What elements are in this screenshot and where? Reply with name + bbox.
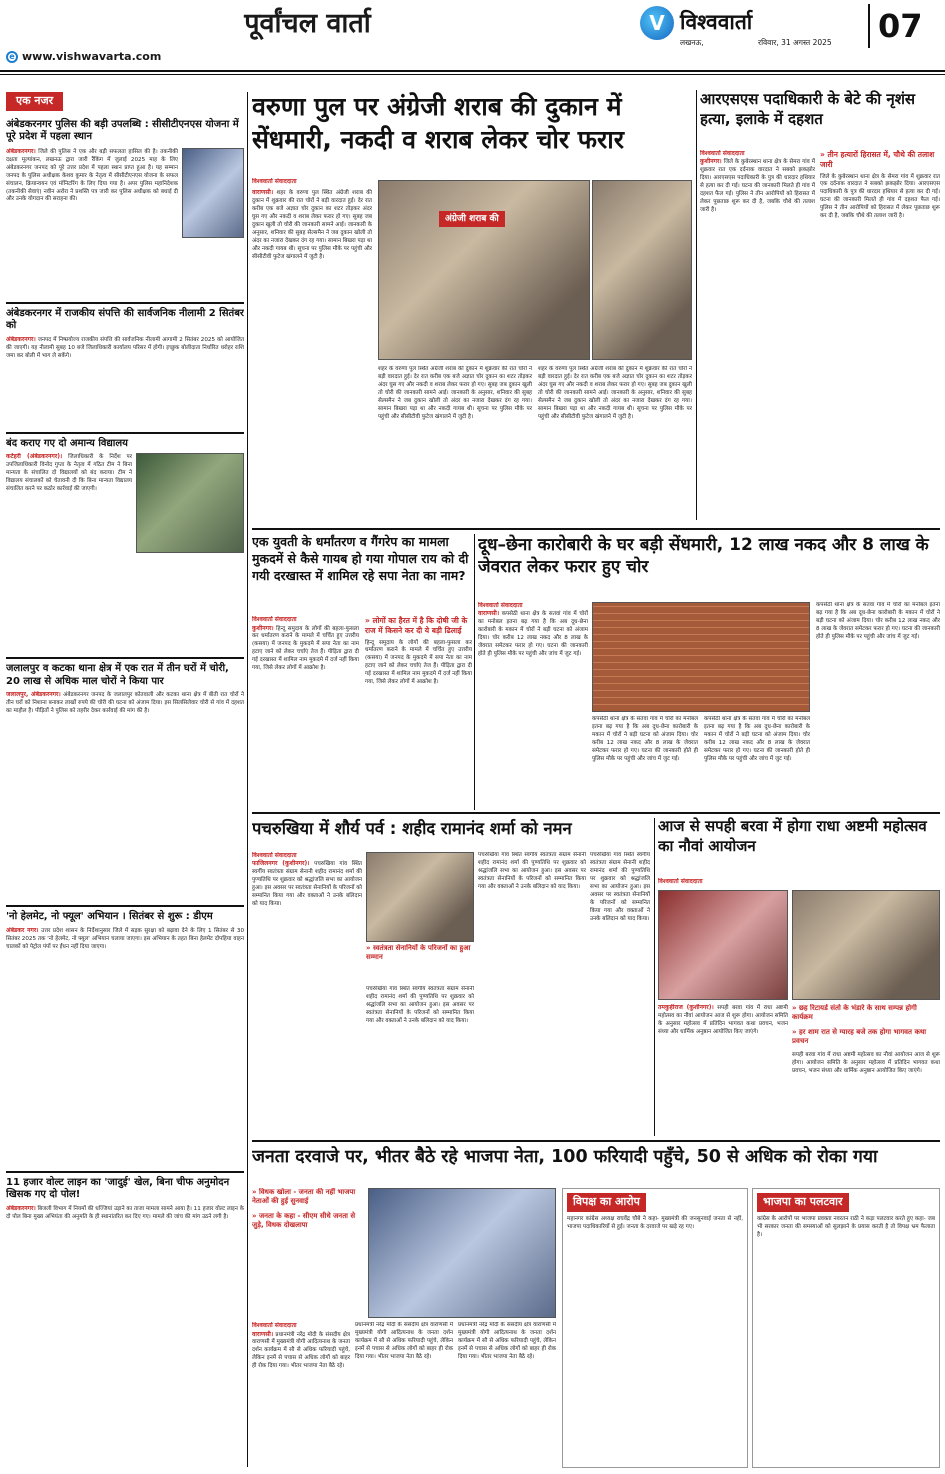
rss-col1 (700, 150, 815, 520)
pachrukhiya-photo (366, 852, 474, 942)
left-story-4-body: जलालपुर, अंबेडकरनगर। अंबेडकरनगर जनपद के जलालपुर कोतवाली और कटका थाना क्षेत्र में बीती रात चोरों ने तीन घरों को निशाना बनाकर लाखों रुपये की चोरी की घटना को अंजाम दिया। इस सिलसिलेवार चोरी से गांव में दहशत का माहौल है। पीड़ितों ने पुलिस को तहरीर देकर कार्रवाई की मांग की है। (6, 691, 244, 715)
rss-headline: आरएसएस पदाधिकारी के बेटे की नृशंस हत्या, इलाके में दहशत (700, 90, 916, 128)
opposition-box-title: विपक्ष का आरोप (567, 1193, 646, 1212)
bjp-box (752, 1188, 940, 1468)
left-story-6 (6, 1177, 244, 1375)
pachrukhiya-body: फाजिलनगर (कुशीनगर)। पचरुखिया गांव स्थित स्वर्गीय स्वतंत्रता संग्राम सेनानी शहीद रामानंद शर्मा की पुण्यतिथि पर शुक्रवार को श्रद्धांजलि सभा का आयोजन हुआ। इस अवसर पर स्वतंत्रता सेनानियों के परिजनों को सम्मानित किया गया और वक्ताओं ने उनके बलिदान को याद किया। (252, 860, 362, 907)
bottom-headline: जनता दरवाजे पर, भीतर बैठे रहे भाजपा नेता, 100 फरियादी पहुँचे, 50 से अधिक को रोका गया (252, 1147, 878, 1167)
gangrape-headline-block (252, 534, 472, 610)
lead-body-col2: शहर के वरुणा पुल स्थित अंग्रेजी शराब की दुकान में शुक्रवार की रात चोरों ने बड़ी वारदात हुई। देर रात करीब एक बजे अज्ञात चोर दुकान का शटर तोड़कर अंदर घुस गए और नकदी व शराब लेकर फरार हो गए। सुबह जब दुकान खुली तो चोरी की जानकारी सामने आई। जानकारी के अनुसार, शनिवार की सुबह सेल्समैन ने जब दुकान खोली तो अंदर का नजारा देखकर दंग रह गया। सामान बिखरा पड़ा था और नकदी गायब थी। सूचना पर पुलिस मौके पर पहुंची और सीसीटीवी फुटेज खंगालने में जुटी है। (378, 366, 532, 420)
lead-body-col3: शहर के वरुणा पुल स्थित अंग्रेजी शराब की दुकान में शुक्रवार की रात चोरों ने बड़ी वारदात हुई। देर रात करीब एक बजे अज्ञात चोर दुकान का शटर तोड़कर अंदर घुस गए और नकदी व शराब लेकर फरार हो गए। सुबह जब दुकान खुली तो चोरी की जानकारी सामने आई। जानकारी के अनुसार, शनिवार की सुबह सेल्समैन ने जब दुकान खोली तो अंदर का नजारा देखकर दंग रह गया। सामान बिखरा पड़ा था और नकदी गायब थी। सूचना पर पुलिस मौके पर पहुंची और सीसीटीवी फुटेज खंगालने में जुटी है। (538, 366, 692, 420)
bottom-quotes (252, 1188, 364, 1278)
bottom-quote-2: » जनता के कहा - सीएम सीधे जनता से जुड़े, विधक दोखलापा (252, 1212, 356, 1230)
dairy-col4: कपसेठी थाना क्षेत्र के सतवां गांव में चोरों का मनोबल इतना बढ़ गया है कि अब दूध-छेना कारोबारी के मकान में चोरों ने बड़ी घटना को अंजाम दिया। चोर करीब 12 लाख नकद और 8 लाख के जेवरात समेटकर फरार हो गए। घटना की जानकारी होते ही पुलिस मौके पर पहुंची और जांच में जुट गई। (816, 602, 940, 640)
masthead-rule-thin (0, 74, 945, 75)
quote-mark-icon: » (820, 150, 825, 159)
dairy-body: वाराणसी। कपसेठी थाना क्षेत्र के सतवां गांव में चोरों का मनोबल इतना बढ़ गया है कि अब दूध-छेना कारोबारी के मकान में चोरों ने बड़ी घटना को अंजाम दिया। चोर करीब 12 लाख नकद और 8 लाख के जेवरात समेटकर फरार हो गए। घटना की जानकारी होते ही पुलिस मौके पर पहुंची और जांच में जुट गई। (478, 610, 588, 657)
divider (6, 302, 244, 304)
rss-body: कुशीनगर। जिले के कुबेरस्थान थाना क्षेत्र के सेमरा गांव में शुक्रवार रात एक दर्दनाक वारदात ने सबको झकझोर दिया। आरएसएस पदाधिकारी के पुत्र की धारदार हथियार से हत्या कर दी गई। घटना की जानकारी मिलते ही गांव में दहशत फैल गई। पुलिस ने तीन आरोपियों को हिरासत में लेकर पूछताछ शुरू कर दी है, जबकि चौथे की तलाश जारी है। (700, 158, 815, 213)
bjp-box-title: भाजपा का पलटवार (757, 1193, 849, 1212)
lead-headline-block (252, 90, 692, 170)
bjp-box-body: कांग्रेस के आरोपों पर भाजपा प्रवक्ता नवरतन राठी ने कड़ा पलटवार करते हुए कहा- जब भी सरकार जनता की समस्याओं को सुलझाने के प्रयास करती है तो विपक्ष भ्रम फैलाता है। (757, 1215, 935, 1238)
left-story-4-headline: जलालपुर व कटका थाना क्षेत्र में एक रात में तीन घरों में चोरी, 20 लाख से अधिक माल चोरों ने किया पार (6, 663, 229, 687)
brand (640, 6, 870, 66)
lead-byline: विश्ववार्ता संवाददाता (252, 178, 297, 185)
brand-place: लखनऊ, (680, 38, 704, 47)
rss-headline-block (700, 90, 940, 150)
dairy-photo (592, 602, 810, 712)
brand-date: रविवार, 31 अगस्त 2025 (758, 38, 832, 47)
left-story-6-body: अंबेडकरनगर। बिजली विभाग में नियमों की धज्जियां उड़ाने का ताजा मामला सामने आया है। 11 हजार वोल्ट लाइन के दो पोल बिना मुख्य अभियंता की अनुमति के ही स्थानांतरित कर दिए गए। मामले की जांच की मांग उठने लगी है। (6, 1204, 244, 1220)
pachrukhiya-headline: पचरुखिया में शौर्य पर्व : शहीद रामानंद शर्मा को नमन (252, 819, 572, 838)
divider (6, 905, 244, 907)
lead-photo-shutter (592, 180, 692, 360)
dairy-headline: दूध–छेना कारोबारी के घर बड़ी सेंधमारी, 12 लाख नकद और 8 लाख के जेवरात लेकर फरार हुए चोर (478, 535, 929, 578)
bottom-photo (368, 1188, 556, 1318)
page-number: 07 (868, 4, 940, 48)
gangrape-headline: एक युवती के धर्मांतरण व गैंगरेप का मामला मुकदमें से कैसे गायब हो गया गोपाल राय को दी गयी दरखास्त में शामिल रहे सपा नेता का नाम? (252, 534, 469, 583)
left-column (6, 92, 244, 1462)
dairy-col1: विश्ववार्ता संवाददाता वाराणसी। कपसेठी थाना क्षेत्र के सतवां गांव में चोरों का मनोबल इतना बढ़ गया है कि अब दूध-छेना कारोबारी के मकान में चोरों ने बड़ी घटना को अंजाम दिया। चोर करीब 12 लाख नकद और 8 लाख के जेवरात समेटकर फरार हो गए। घटना की जानकारी होते ही पुलिस मौके पर पहुंची और जांच में जुट गई। (478, 602, 588, 657)
left-story-3 (6, 438, 244, 654)
gangrape-body: विश्ववार्ता संवाददाता कुशीनगर। हिन्दू समुदाय के लोगों की बहला-फुसला कर धर्मांतरण कराने के मामले में चर्चित हुए उत्तरीय (कसया) में जनपद के मुकदमे में सपा नेता का नाम हटाए जाने को लेकर चर्चाएं तेज हैं। पीड़िता द्वारा दी गई दरखास्त में शामिल नाम मुकदमे में दर्ज नहीं किया गया, जिसे लेकर लोगों में आक्रोश है। (252, 616, 359, 672)
radha-quotes: » छह रिटायर्ड संतो के भंडारे के साथ सम्पन्न होगी कार्यक्रम » हर शाम रात से ग्यारह बजे तक होगा भागवत कथा प्रवचन सपही बरवा गांव में राधा अष्टमी महोत्सव का नौवां आयोजन आज से शुरू होगा। आयोजन समिति के अनुसार महोत्सव में प्रतिदिन भागवत कथा प्रवचन, भजन संध्या और धार्मिक अनुष्ठान आयोजित किए जाएंगे। (792, 1004, 940, 1075)
radha-headline-block (658, 816, 940, 874)
rss-byline: विश्ववार्ता संवाददाता (700, 150, 745, 157)
gangrape-body-block (252, 616, 472, 808)
left-story-3-photo (136, 453, 244, 553)
quote-mark-icon: » (252, 1212, 257, 1221)
radha-body: तमकुहीराज (कुशीनगर)। सपही बरवा गांव में राधा अष्टमी महोत्सव का नौवां आयोजन आज से शुरू होगा। आयोजन समिति के अनुसार महोत्सव में प्रतिदिन भागवत कथा प्रवचन, भजन संध्या और धार्मिक अनुष्ठान आयोजित किए जाएंगे। (658, 1004, 788, 1035)
left-story-5-body: अंबेडकर नगर। उत्तर प्रदेश शासन के निर्देशानुसार जिले में सड़क सुरक्षा को बढ़ावा देने के लिए 1 सितंबर से 30 सितंबर 2025 तक 'नो हेलमेट, नो फ्यूल' अभियान चलाया जाएगा। इस अभियान के तहत बिना हेलमेट दोपहिया वाहन चालकों को पेट्रोल पंपों पर ईंधन नहीं दिया जाएगा। (6, 926, 244, 950)
column-divider (247, 92, 248, 1467)
rss-body-2: जिले के कुबेरस्थान थाना क्षेत्र के सेमरा गांव में शुक्रवार रात एक दर्दनाक वारदात ने सबको झकझोर दिया। आरएसएस पदाधिकारी के पुत्र की धारदार हथियार से हत्या कर दी गई। घटना की जानकारी मिलते ही गांव में दहशत फैल गई। पुलिस ने तीन आरोपियों को हिरासत में लेकर पूछताछ शुरू कर दी है, जबकि चौथे की तलाश जारी है। (820, 173, 940, 220)
column-divider (474, 534, 475, 810)
opposition-box-body: महानगर कांग्रेस अध्यक्ष राघवेंद्र चौबे ने कहा- मुख्यमंत्री की जनसुनवाई जनता से नहीं, भाजपा पदाधिकारियों से हुई। जनता के दरवाजे पर खड़े रह गए। (567, 1215, 743, 1230)
browser-e-icon: e (6, 51, 18, 63)
left-story-2-body: अंबेडकरनगर। जनपद में निष्प्रयोज्य राजकीय संपत्ति की सार्वजनिक नीलामी आगामी 2 सितंबर 2025 को आयोजित की जाएगी। यह नीलामी सुबह 10 बजे जिलाधिकारी कार्यालय परिसर में होगी। इच्छुक बोलीदाता निर्धारित धरोहर राशि जमा कर बोली में भाग ले सकेंगे। (6, 335, 244, 359)
divider (6, 657, 244, 659)
left-story-2 (6, 308, 244, 428)
lead-text-cols (378, 366, 692, 526)
quote-mark-icon: » (366, 944, 371, 952)
lead-body: वाराणसी। शहर के वरुणा पुल स्थित अंग्रेजी शराब की दुकान में शुक्रवार की रात चोरों ने बड़ी वारदात हुई। देर रात करीब एक बजे अज्ञात चोर दुकान का शटर तोड़कर अंदर घुस गए और नकदी व शराब लेकर फरार हो गए। सुबह जब दुकान खुली तो चोरी की जानकारी सामने आई। जानकारी के अनुसार, शनिवार की सुबह सेल्समैन ने जब दुकान खोली तो अंदर का नजारा देखकर दंग रह गया। सामान बिखरा पड़ा था और नकदी गायब थी। सूचना पर पुलिस मौके पर पहुंची और सीसीटीवी फुटेज खंगालने में जुटी है। (252, 189, 372, 260)
lead-photo-shop (378, 180, 590, 360)
left-story-4 (6, 663, 244, 901)
radha-photo-2 (792, 890, 940, 1000)
brand-name: विश्ववार्ता (680, 9, 753, 34)
bottom-quote-1: » विधक खोला - जनता की नहीं भाजपा नेताओं की हुई सुनवाई (252, 1188, 356, 1206)
section-masthead (0, 0, 615, 48)
bottom-headline-block (252, 1146, 940, 1184)
section-rule (252, 1140, 940, 1142)
left-story-1 (6, 119, 244, 298)
site-url[interactable] (6, 50, 306, 66)
pachrukhiya-col4: पचरुखिया गांव स्थित स्वर्गीय स्वतंत्रता संग्राम सेनानी शहीद रामानंद शर्मा की पुण्यतिथि पर शुक्रवार को श्रद्धांजलि सभा का आयोजन हुआ। इस अवसर पर स्वतंत्रता सेनानियों के परिजनों को सम्मानित किया गया और वक्ताओं ने उनके बलिदान को याद किया। (590, 852, 650, 922)
radha-byline: विश्ववार्ता संवाददाता (658, 878, 703, 885)
quote-mark-icon: » (365, 616, 370, 625)
quote-mark-icon: » (252, 1188, 257, 1196)
left-story-3-headline: बंद कराए गए दो अमान्य विद्यालय (6, 437, 128, 449)
left-story-1-body: अंबेडकरनगर। जिले की पुलिस ने एक और बड़ी सफलता हासिल की है। तकनीकी दक्षता मूल्यांकन, लखनऊ द्वारा जारी रैंकिंग में जुलाई 2025 माह के लिए अंबेडकरनगर जनपद को पूरे उत्तर प्रदेश में पहला स्थान प्राप्त हुआ है। यह सम्मान जनपद के पुलिस अधीक्षक केशव कुमार के नेतृत्व में सीसीटीएनएस योजना के सफल संचालन, क्रियान्वयन एवं मॉनिटरिंग के लिए दिया गया है। अपर पुलिस महानिदेशक (तकनीकी सेवाएं) नवीन अरोरा ने प्रशस्ति पत्र जारी कर पुलिस अधीक्षक को बधाई दी और उनके योगदान की सराहना की। (6, 147, 178, 203)
left-story-5-headline: 'नो हेलमेट, नो फ्यूल' अभियान । सितंबर से शुरू : डीएम (6, 911, 213, 923)
gangrape-quote: » लोगों का हैरत में है कि दोषी जी के राज में किसने कर दी ये बड़ी ढिलाई (365, 616, 468, 635)
bottom-body-cols: विश्ववार्ता संवाददाता वाराणसी। प्रधानमंत्री नरेंद्र मोदी के संसदीय क्षेत्र वाराणसी में मुख्यमंत्री योगी आदित्यनाथ के जनता दर्शन कार्यक्रम में सौ से अधिक फरियादी पहुंचे, लेकिन इनमें से पचास से अधिक लोगों को बाहर ही रोक दिया गया। भीतर भाजपा नेता बैठे रहे। प्रधानमंत्री नरेंद्र मोदी के संसदीय क्षेत्र वाराणसी में मुख्यमंत्री योगी आदित्यनाथ के जनता दर्शन कार्यक्रम में सौ से अधिक फरियादी पहुंचे, लेकिन इनमें से पचास से अधिक लोगों को बाहर ही रोक दिया गया। भीतर भाजपा नेता बैठे रहे। प्रधानमंत्री नरेंद्र मोदी के संसदीय क्षेत्र वाराणसी में मुख्यमंत्री योगी आदित्यनाथ के जनता दर्शन कार्यक्रम में सौ से अधिक फरियादी पहुंचे, लेकिन इनमें से पचास से अधिक लोगों को बाहर ही रोक दिया गया। भीतर भाजपा नेता बैठे रहे। (252, 1322, 556, 1370)
left-story-6-headline: 11 हजार वोल्ट लाइन का 'जादुई' खेल, बिना चीफ अनुमोदन खिसक गए दो पोल! (6, 1176, 230, 1201)
shop-sign: अंग्रेजी शराब की (439, 211, 505, 227)
pachrukhiya-caption: » स्वतंत्रता सेनानियों के परिजनों का हुआ सम्मान (366, 944, 471, 962)
column-divider (654, 818, 655, 1136)
gangrape-body-2: हिन्दू समुदाय के लोगों की बहला-फुसला कर धर्मांतरण कराने के मामले में चर्चित हुए उत्तरीय (कसया) में जनपद के मुकदमे में सपा नेता का नाम हटाए जाने को लेकर चर्चाएं तेज हैं। पीड़िता द्वारा दी गई दरखास्त में शामिल नाम मुकदमे में दर्ज नहीं किया गया, जिसे लेकर लोगों में आक्रोश है। (365, 639, 472, 686)
vishwavarta-logo-icon: V (640, 6, 674, 40)
radha-quote-2: » हर शाम रात से ग्यारह बजे तक होगा भागवत कथा प्रवचन (792, 1028, 927, 1046)
radha-headline: आज से सपही बरवा में होगा राधा अष्टमी महोत्सव का नौवां आयोजन (658, 817, 927, 856)
dairy-headline-block (478, 534, 940, 600)
quote-mark-icon: » (792, 1004, 797, 1012)
left-story-2-headline: अंबेडकरनगर में राजकीय संपत्ति की सार्वजनिक नीलामी 2 सितंबर को (6, 307, 244, 332)
quote-mark-icon: » (792, 1028, 797, 1037)
masthead-rule (0, 70, 945, 72)
pachrukhiya-headline-block (252, 818, 652, 848)
divider (6, 432, 244, 434)
pachrukhiya-col2: पचरुखिया गांव स्थित स्वर्गीय स्वतंत्रता संग्राम सेनानी शहीद रामानंद शर्मा की पुण्यतिथि पर शुक्रवार को श्रद्धांजलि सभा का आयोजन हुआ। इस अवसर पर स्वतंत्रता सेनानियों के परिजनों को सम्मानित किया गया और वक्ताओं ने उनके बलिदान को याद किया। (366, 986, 474, 1024)
section-rule (252, 528, 940, 530)
section-rule (252, 812, 940, 814)
rss-col2 (820, 150, 940, 520)
section-title: पूर्वांचल वार्ता (244, 8, 371, 39)
radha-quote-1: » छह रिटायर्ड संतो के भंडारे के साथ सम्पन्न होगी कार्यक्रम (792, 1004, 917, 1022)
pachrukhiya-col1: विश्ववार्ता संवाददाता फाजिलनगर (कुशीनगर)। पचरुखिया गांव स्थित स्वर्गीय स्वतंत्रता संग्राम सेनानी शहीद रामानंद शर्मा की पुण्यतिथि पर शुक्रवार को श्रद्धांजलि सभा का आयोजन हुआ। इस अवसर पर स्वतंत्रता सेनानियों के परिजनों को सम्मानित किया गया और वक्ताओं ने उनके बलिदान को याद किया। (252, 852, 362, 907)
pachrukhiya-col3: पचरुखिया गांव स्थित स्वर्गीय स्वतंत्रता संग्राम सेनानी शहीद रामानंद शर्मा की पुण्यतिथि पर शुक्रवार को श्रद्धांजलि सभा का आयोजन हुआ। इस अवसर पर स्वतंत्रता सेनानियों के परिजनों को सम्मानित किया गया और वक्ताओं ने उनके बलिदान को याद किया। (478, 852, 586, 890)
rss-quote: » तीन हत्यारों हिरासत में, चौथे की तलाश जारी (820, 150, 935, 169)
dairy-cols-lower: कपसेठी थाना क्षेत्र के सतवां गांव में चोरों का मनोबल इतना बढ़ गया है कि अब दूध-छेना कारोबारी के मकान में चोरों ने बड़ी घटना को अंजाम दिया। चोर करीब 12 लाख नकद और 8 लाख के जेवरात समेटकर फरार हो गए। घटना की जानकारी होते ही पुलिस मौके पर पहुंची और जांच में जुट गई। कपसेठी थाना क्षेत्र के सतवां गांव में चोरों का मनोबल इतना बढ़ गया है कि अब दूध-छेना कारोबारी के मकान में चोरों ने बड़ी घटना को अंजाम दिया। चोर करीब 12 लाख नकद और 8 लाख के जेवरात समेटकर फरार हो गए। घटना की जानकारी होते ही पुलिस मौके पर पहुंची और जांच में जुट गई। (592, 716, 810, 762)
site-url-text: www.vishwavarta.com (22, 50, 162, 63)
divider (6, 1171, 244, 1173)
column-divider (696, 90, 697, 520)
ek-nazar-tag: एक नजर (6, 92, 63, 111)
left-story-1-photo (182, 148, 244, 238)
left-story-5 (6, 911, 244, 1167)
left-story-1-headline: अंबेडकरनगर पुलिस की बड़ी उपलब्धि : सीसीटीएनएस योजना में पूरे प्रदेश में पहला स्थान (6, 118, 239, 143)
left-story-3-body: कटेहरी (अंबेडकरनगर)। जिलाधिकारी के निर्देश पर उपजिलाधिकारी विनोद गुप्ता के नेतृत्व में गठित टीम ने बिना मान्यता के संचालित दो विद्यालयों को बंद कराया। टीम ने विद्यालय संचालकों को चेतावनी दी कि बिना मान्यता विद्यालय संचालित करने पर कठोर कार्रवाई की जाएगी। (6, 453, 132, 493)
opposition-box (562, 1188, 748, 1468)
radha-photo-1 (658, 890, 788, 1000)
lead-headline: वरुणा पुल पर अंग्रेजी शराब की दुकान में सेंधमारी, नकदी व शराब लेकर चोर फरार (252, 92, 624, 154)
